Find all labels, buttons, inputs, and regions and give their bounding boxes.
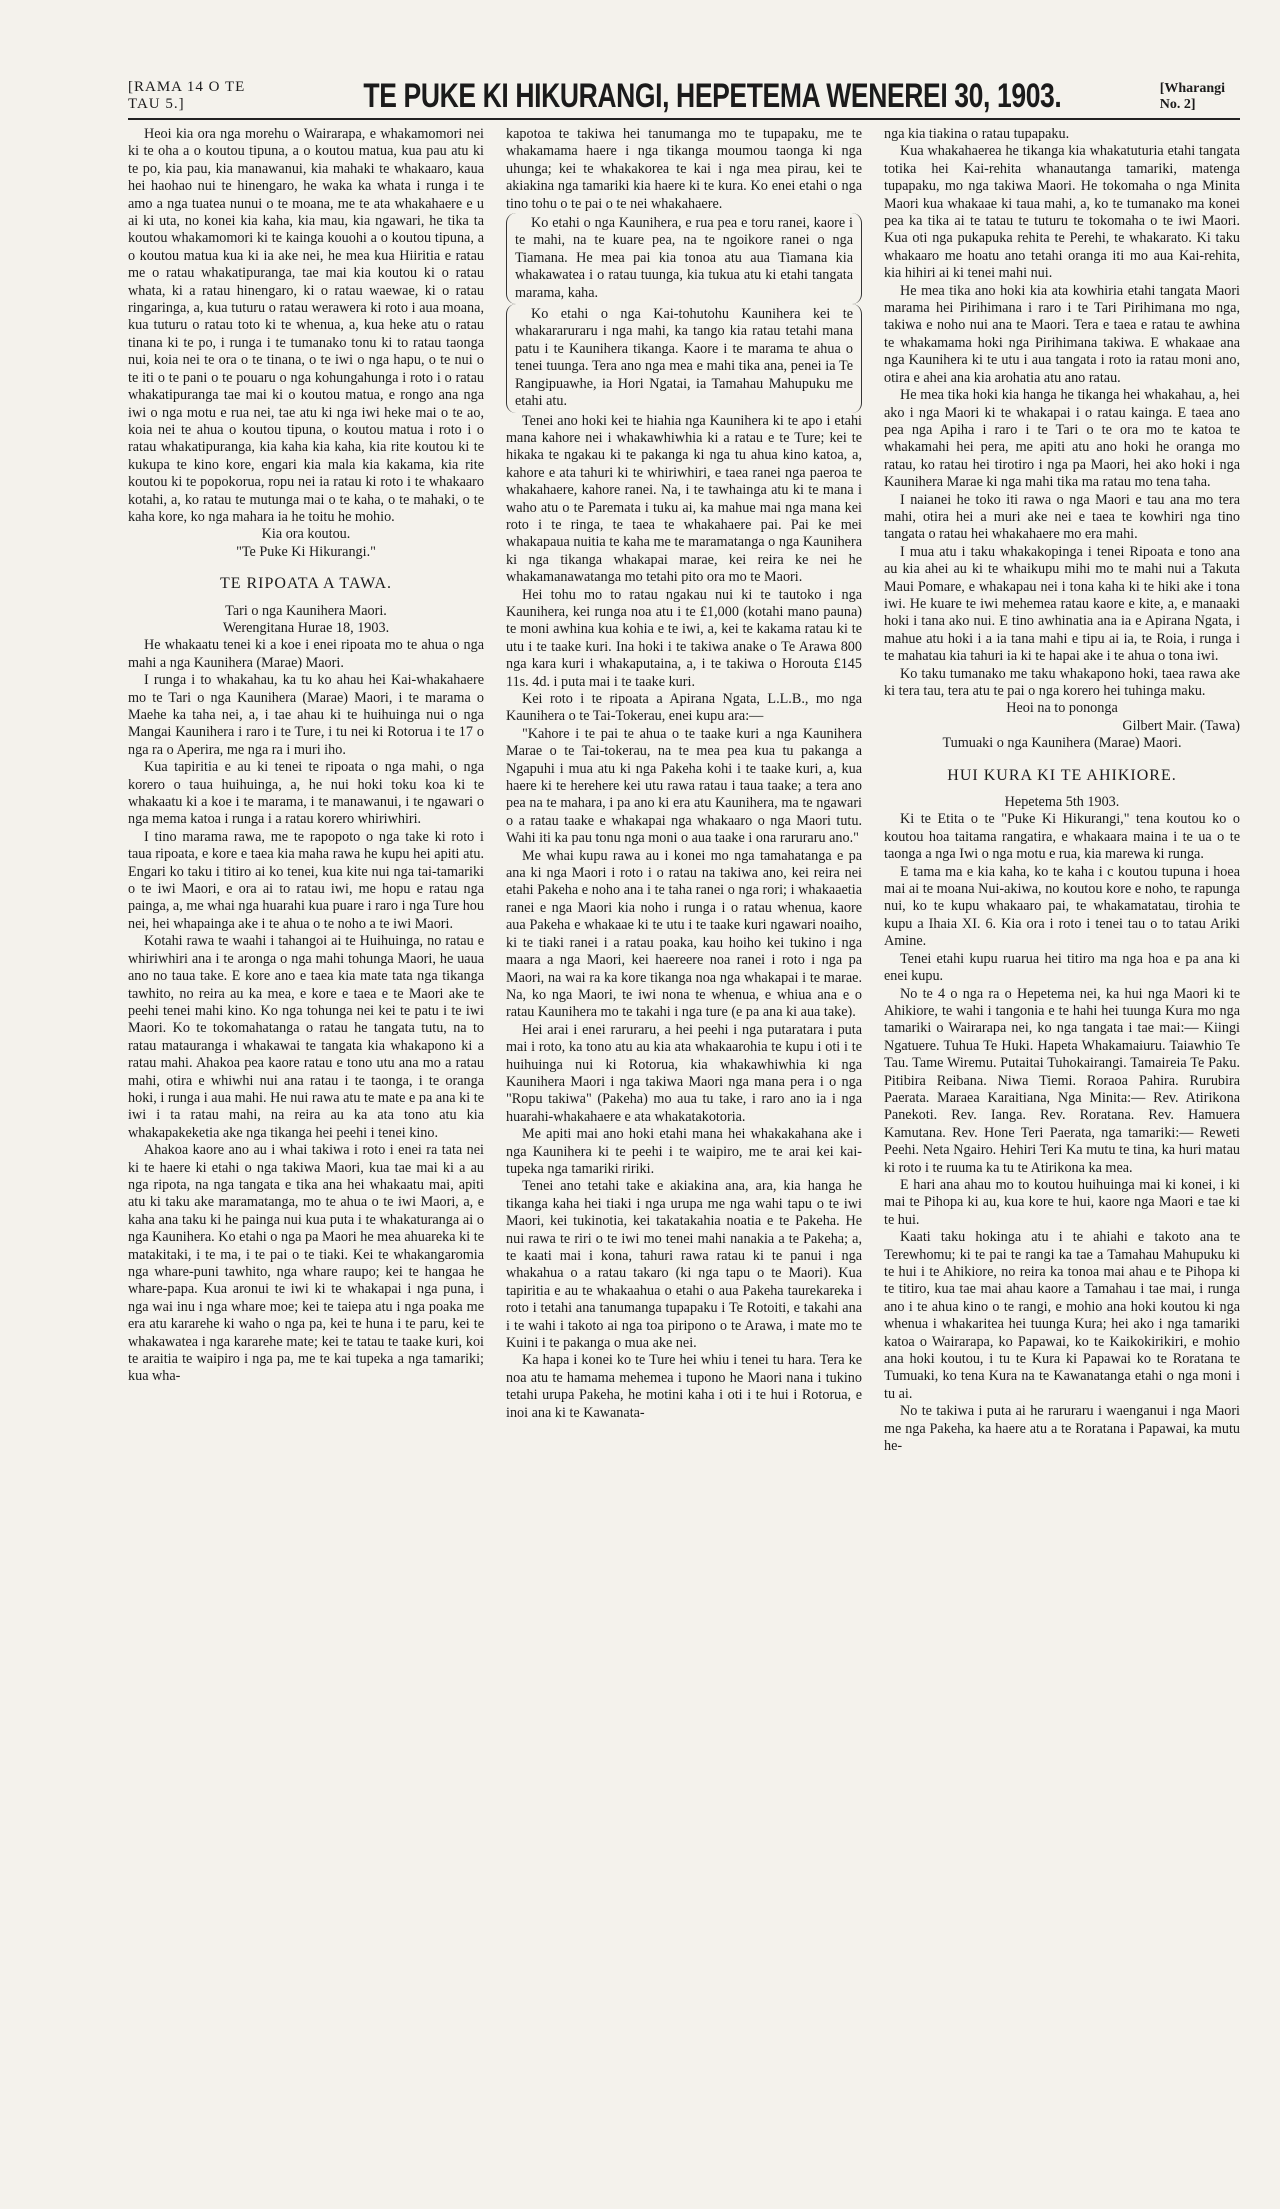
newspaper-title-date: TE PUKE KI HIKURANGI, HEPETEMA WENEREI 30, 1903. — [363, 77, 1062, 115]
paragraph: Me apiti mai ano hoki etahi mana hei whakakahana ake i nga Kaunihera ki te peehi i te waipiro, me te arai kei kai-tupeka nga tamariki ririki. — [506, 1126, 862, 1177]
paragraph: Kotahi rawa te waahi i tahangoi ai te Huihuinga, no ratau e whiriwhiri ana i te aronga o nga mahi tohunga Maori, he uaua ano no taua take. E kore ano e taea kia mate tata nga tikanga tawhito, no reira au ka mea, e kore e taea e te Maori ake te peehi tenei mahi kino. Ko nga tohunga nei kei te patu i te iwi Maori. Ko te tokomahatanga o ratau he tangata tutu, na to ratau matauranga i whakawai te tangata kia whakapono ki a ratau mahi. Ahakoa pea kaore ratau e tono utu ana mo a ratau mahi, otira e whiwhi nui ana ratau i te taonga, i te oranga hoki, i runga i aua mahi. He nui rawa atu te mate e pa ana ki te iwi i ta ratau mahi, na reira au ka ata tono atu kia whakapakeketia ake nga tikanga hei peehi i tenei kino. — [128, 933, 484, 1141]
paragraph: Tenei etahi kupu ruarua hei titiro ma nga hoa e pa ana ki enei kupu. — [884, 950, 1240, 985]
bracketed-paragraph: Ko etahi o nga Kai-tohutohu Kaunihera kei te whakararuraru i nga mahi, ka tango kia ratau tetahi mana patu i te Kaunihera tikanga. Kaore i te marama te ahua o tenei tuunga. Tera ano nga mea e mahi tika ana, penei ia Te Rangipuawhe, ia Hori Ngatai, ia Tamahau Mahupuku me etahi atu. — [506, 304, 862, 412]
article-columns — [128, 126, 1240, 2196]
paragraph: Hei arai i enei raruraru, a hei peehi i nga putaratara i puta mai i roto, ka tono atu au kia ata whakaarohia te kupu i oti i te huihuinga nui ki Rotorua, kia whakawhiwhia ki nga Kaunihera Maori i nga takiwa Maori nga mana pera i o nga "Ropu takiwa" (Pakeha) mo aua tu take, i raro ano ia i nga huarahi-whakahaere e ata whakatakotoria. — [506, 1021, 862, 1125]
paragraph: No te 4 o nga ra o Hepetema nei, ka hui nga Maori ki te Ahikiore, te wahi i tangonia e te hahi hei tuunga Kura mo nga tamariki o Wairarapa nei, ko nga tangata i tae mai:— Kiingi Ngatuere. Tuhua Te Huki. Hapeta Whakamaiuru. Taiawhio Te Tau. Tame Wiremu. Putaitai Tuhokairangi. Tamaireia Te Paku. Pitibira Reibana. Niwa Tiemi. Roraoa Pahira. Rurubira Paerata. Maraea Karaitiana, Nga Minita:— Rev. Atirikona Panekoti. Rev. Ianga. Rev. Roratana. Rev. Hamuera Kamutana. Rev. Hone Teri Paerata, nga tamariki:— Reweti Peehi. Neta Ngairo. Hehiri Teri Ka mutu te tina, ka huri matau ki roto i te ruuma ka tu te Atirikona ka mea. — [884, 985, 1240, 1176]
signatory-name: Gilbert Mair. (Tawa) — [1122, 717, 1240, 734]
dateline-date: Werengitana Hurae 18, 1903. — [222, 619, 390, 636]
paragraph: I runga i to whakahau, ka tu ko ahau hei Kai-whakahaere mo te Tari o nga Kaunihera (Marae) Maori, i te marama o Maehe ka taha nei, a, i tae ahau ki te huihuinga nui o nga Mangai Kaunihera i raro i te Ture, i tu nei ki Rotorua i te 17 o nga ra o Aperira, me nga ra i muri iho. — [128, 672, 484, 758]
paragraph: Me whai kupu rawa au i konei mo nga tamahatanga e pa ana ki nga Maori i roto i o ratau na takiwa ano, kei reira nei etahi Pakeha e noho ana i te taha ranei o nga rori; i whakaaetia ranei e nga Maori kia noho i runga i o ratau whenua, kaore aua Pakeha e whakaae ki te utu i te taake kuri ngawari noaiho, ki te tiaki ranei i a ratau poaka, kau hoiho kei tukino i nga maara a nga Maori, kei haereere noa ranei i roto i nga pa Maori, na wai ra ka kore tikanga noa nga whakapai i te marae. Na, ko nga Maori, te iwi nona te whenua, e whiua ana e o ratau Kaunihera mo te takahi i nga ture (e pa ana ki aua take). — [506, 847, 862, 1021]
paragraph: I tino marama rawa, me te rapopoto o nga take ki roto i taua ripoata, e kore e taea kia maha rawa he kupu hei apiti atu. Engari ko taku i titiro ai ko tenei, kua kite nui nga tai-tamariki o te iwi Maori, e ora ai to ratau iwi, me hopu e ratau nga painga, a, me whai nga huarahi kua puare i raro i nga Ture hou nei, hei whapainga ake i te ahua o te noho a te iwi Maori. — [128, 828, 484, 932]
paragraph: He mea tika ano hoki kia ata kowhiria etahi tangata Maori marama hei Pirihimana i raro i te Tari Pirihimana mo nga, takiwa e noho nui ana te Maori. Tera e taea e ratau te awhina te whakamama hoki nga Pirihimana takiwa. E whakaae ana nga Kaunihera ki te utu i aua tangata i roto ia ratau moni ano, otira e ahei ana kia arohatia atu ano ratau. — [884, 282, 1240, 386]
paragraph: kapotoa te takiwa hei tanumanga mo te tupapaku, me te whakamama haere i nga tikanga moumou taonga ki nga uhunga; kei te whakakorea te kai i nga mea pirau, kei te akiakina nga tamariki kia haere ki te kura. Ko enei etahi o nga tino tohu o te pai o te nei whakahaere. — [506, 126, 862, 212]
column-2 — [506, 126, 862, 2196]
paragraph: Ka hapa i konei ko te Ture hei whiu i tenei tu hara. Tera ke noa atu te hamama mehemea i tupono he Maori nana i tukino tetahi urupa Pakeha, he motini kaha i oti i te hui i Rotorua, e inoi ana ki te Kawanata- — [506, 1352, 862, 1421]
paragraph: He whakaatu tenei ki a koe i enei ripoata mo te ahua o nga mahi a nga Kaunihera (Marae) Maori. — [128, 637, 484, 671]
paragraph: I mua atu i taku whakakopinga i tenei Ripoata e tono ana au kia ahei au ki te whaikupu mihi mo te mahi nui a Takuta Maui Pomare, e whakapau nei i tona kaha ki te hiki ake i tona iwi. He kuare te iwi mehemea ratau kaore e kite, a, e manaaki hoki i tana ako nui. E tino awhinatia ana ia e Apirana Ngata, i mahue atu hoki i a ia tana mahi e tipu ai ia, te Roia, i runga i te mahatau kia tahuri ia ki te hapai ake i te ahua o tona iwi. — [884, 543, 1240, 665]
paragraph: Kua whakahaerea he tikanga kia whakatuturia etahi tangata totika hei Kai-rehita whanautanga tamariki, matenga tupapaku, mo nga takiwa Maori. He tokomaha o nga Minita Maori kua whakaae ki taua mahi, a, ko te tumanako ma konei pea ka tika ai te tatau te tuturu te tokomaha o te iwi Maori. Kua oti nga pukapuka rehita te Perehi, te whakarato. Ki taku whakaaro me hoatu ano tetahi oranga iti mo aua Kai-rehita, kia hihiri ai ki tenei mahi nui. — [884, 143, 1240, 282]
paragraph: Kaati taku hokinga atu i te ahiahi e takoto ana te Terewhomu; ki te pai te rangi ka tae a Tamahau Mahupuku ki te hui i te Ahikiore, no reira ka tonoa mai ahau e te Pihopa ki te titiro, kua tae mai ahau kaore a Tamahau i tae mai, i runga ano i te ahua kino o te rangi, e mohio ana hoki koutou ki nga whenua i whakaritea hei tuunga Kura; hei ako i nga tamariki katoa o Wairarapa, ko Papawai, ko te Kaikokirikiri, e mohio ana hoki koutou, i tu te Kura ki Papawai ko te Roratana te Tumuaki, ko tena Kura na te Kawanatanga etahi o nga moni i tu ai. — [884, 1229, 1240, 1402]
dateline-office: Tari o nga Kaunihera Maori. — [225, 602, 387, 619]
section-heading-hui-kura: HUI KURA KI TE AHIKIORE. — [947, 766, 1177, 784]
issue-number: [RAMA 14 O TE TAU 5.] — [128, 79, 246, 112]
paragraph: Tenei ano hoki kei te hiahia nga Kaunihera ki te apo i etahi mana kahore nei i whakawhiwhia ki a ratau e te Ture; kei te hikaka te ngakau ki te pakanga ki nga tu ahua kino katoa, a, kahore e ata tahuri ki te whiriwhiri, e taea ranei nga paeroa te whakahaere, kahore ranei. Na, i te tawhainga atu ki te mana i waho atu o te Paremata i tuku ai, ka mahue mai nga mana kei roto i te ringa, te taea te whakahaere pai. Pai ke mei whakapaua nuitia te kaha me te maramatanga o nga Kaunihera ki nga tikanga whakapai marae, kei reira ke nei he whakamanawatanga mo tetahi pito ora mo te Maori. — [506, 412, 862, 586]
paragraph: Hei tohu mo to ratau ngakau nui ki te tautoko i nga Kaunihera, kei runga noa atu i te £1,000 (kotahi mano pauna) te moni awhina kua kohia e te iwi, a, kei te kakama ratau ki te utu i te taake kuri. Ina hoki i te takiwa anake o Te Arawa 800 nga kara kuri i whakaputaina, a, i te takiwa o Horouta £145 11s. 4d. i puta mai i te taake kuri. — [506, 586, 862, 690]
paragraph: Ki te Etita o te "Puke Ki Hikurangi," tena koutou ko o koutou hoa taitama rangatira, e whakaara maina i te ua o te taonga a nga Iwi o nga motu e rua, kia marewa ki runga. — [884, 811, 1240, 863]
column-1 — [128, 126, 484, 2196]
paragraph: Ahakoa kaore ano au i whai takiwa i roto i enei ra tata nei ki te haere ki etahi o nga takiwa Maori, kua tae mai ki a au nga ripota, na nga tangata e tika ana hei whakaatu mai, apiti atu ki taku ake maramatanga, mo te ahua o te iwi Maori, a, e kaha ana taku ki he painga nui kua puta i te whakaturanga ai o nga Kaunihera. Ko etahi o nga pa Maori he mea ahuareka ki te matakitaki, i te ma, i te pai o te tiaki. Kei te whakangaromia nga whare-puni tawhito, nga whare raupo; kei te hangaa he whare-papa. Kua aronui te iwi ki te whakapai i nga puna, i nga wai inu i nga whare moe; kei te taiepa atu i nga poaka me era atu kararehe ki waho o nga pa, kei te huna i te paru, kei te whakawatea i nga kararehe mate; kei te tatau te taake kuri, koi te araitia te waipiro i nga pa, me te kai tupeka a nga tamariki; kua wha- — [128, 1142, 484, 1385]
paragraph: I naianei he toko iti rawa o nga Maori e tau ana mo tera mahi, otira hei a muri ake nei e taea te kowhiri nga tino tangata o ratau hei whakahaere mo era mahi. — [884, 491, 1240, 543]
sign-off: Kia ora koutou. — [261, 526, 351, 543]
dateline-date: Hepetema 5th 1903. — [1004, 794, 1120, 811]
paragraph: nga kia tiakina o ratau tupapaku. — [884, 126, 1070, 142]
paragraph: Ko taku tumanako me taku whakapono hoki, taea rawa ake ki tera tau, tera atu te pai o nga korero hei tuhinga maku. — [884, 665, 1240, 699]
quotation: "Kahore i te pai te ahua o te taake kuri a nga Kaunihera Marae o te Tai-tokerau, na te mea pea kua tu pakanga a Ngapuhi i mua atu ki nga Pakeha kohi i te taake kuri, a, kua haere ki te herehere kei utu rawa ratau i taua taake; a tera ano pea na te mahara, i pa ano ki era atu Kaunihera, ma te ngawari o a ratau taake e whakapai nga whakaaro o nga Maori tutu. Wahi iti ka pau tonu nga moni o aua taake i ona raruraru ano." — [506, 725, 862, 847]
page-number: [Wharangi No. 2] — [1159, 81, 1226, 112]
paragraph: Tenei ano tetahi take e akiakina ana, ara, kia hanga he tikanga kaha hei tiaki i nga urupa me nga wahi tapu o te iwi Maori, kei tukinotia, kei takatakahia noatia e te Pakeha. He nui rawa te riri o te iwi mo tenei mahi nanakia a te Pakeha; a, te kaati mai i kona, tahuri rawa ratau ki te panui i nga whakahua o a ratau takaro (ki nga tapu o te Maori). Kua tapiritia e au te whakaahua o etahi o aua Pakeha taurekareka i roto i tetahi ana tanumanga tupapaku i Te Rotoiti, e takahi ana i te wahi i takoto ai nga toa piripono o te Arawa, i mate mo te Kuini i te pakanga o mua ake nei. — [506, 1178, 862, 1352]
paragraph: E hari ana ahau mo to koutou huihuinga mai ki konei, i ki mai te Pihopa ki au, kua kore te hui, kaore nga Maori e tae ki te hui. — [884, 1176, 1240, 1228]
signatory-title: Tumuaki o nga Kaunihera (Marae) Maori. — [942, 735, 1182, 752]
closing-line: Heoi na to pononga — [1006, 700, 1118, 717]
paragraph: E tama ma e kia kaha, ko te kaha i c koutou tupuna i hoea mai ai te moana Nui-akiwa, no koutou kore e noho, te rapunga nui, ko te kupu whakaaro pai, te whakamatatau, tirohia te kupu a Ihaia XI. 6. Kia ora i roto i tenei tau o to tatau Ariki Amine. — [884, 863, 1240, 950]
paragraph: He mea tika hoki kia hanga he tikanga hei whakahau, a, hei ako i nga Maori ki te whakapai i o ratau kainga. E taea ano pea nga Apiha i raro i te Tari o te ora mo te katoa te whakamahi hei pera, me apiti atu ano hoki he oranga mo ratau, ko ratau hei tirotiro i nga pa Maori, hei ako hoki i nga Kaunihera Marae ki nga mahi tika ma ratau mo tena taha. — [884, 387, 1240, 491]
section-heading-tawa: TE RIPOATA A TAWA. — [219, 575, 393, 593]
paragraph: No te takiwa i puta ai he raruraru i waenganui i nga Maori me nga Pakeha, ka haere atu a te Roratana i Papawai, ka mutu he- — [884, 1403, 1240, 1455]
signature: "Te Puke Ki Hikurangi." — [236, 543, 376, 560]
paragraph: Heoi kia ora nga morehu o Wairarapa, e whakamomori nei ki te oha a o koutou tipuna, a o koutou matua, kua pau atu ki te po, kia pau, kia manawanui, kia mahaki te whakaaro, kaua hei haohao nui te hinengaro, he waka ka whata i runga i te amo a nga tuatea nunui o te moana, me te ata whakahaere e u ai ki uta, no konei kia kaha, kia mau, kia ngawari, he tika ta koutou whakamomori ki te kainga kouohi a o koutou tipuna, a o koutou matua kua ki ia ake nei, he mea kua Hiiritia e ratau me o ratau whakatipuranga, tae mai kia koutou ki o ratau whata, ki a ratau hinengaro, ki o ratau waewae, ki o ratau ringaringa, a, kua tuturu o ratau werawera ki roto i aua moana, kua tuturu o ratau toto ki te whenua, a, kua heke atu o ratau tinana ki te po, i runga i te tumanako tonu ki to ratau taonga nui, koia nei te ora o te tinana, o te iwi o nga hapu, o te nui o te iti o te pani o te pouaru o nga kohungahunga i roto i o ratau whakatipuranga tae mai ki o koutou matua, e rongo ana nga iwi o nga motu e rua nei, tae atu ki nga iwi heke mai o te ao, koia nei te ahua o koutou tipuna, o koutou matua i roto i o ratau whakatipuranga, kia kaha kia kaha, kia rite koutou ki te kukupa te kino kore, engari kia mala kia kakama, kia rite koutou ki te popokorua, ropu nei ia ratau ki roto i te whakaaro kotahi, a, ko ratau te mutunga mai o te kaha, o te mahaki, o te kaha kore, ko nga mahara ia he toitu he mohio. — [128, 126, 484, 525]
column-3 — [884, 126, 1240, 2196]
paragraph: Kua tapiritia e au ki tenei te ripoata o nga mahi, o nga korero o taua huihuinga, a, he nui hoki toku koa ki te whakaatu ki a koe i te marama, i te manawanui, i te ngawari o nga mema katoa i runga i a ratau korero whiriwhiri. — [128, 759, 484, 828]
masthead — [128, 76, 1240, 120]
bracketed-paragraph: Ko etahi o nga Kaunihera, e rua pea e toru ranei, kaore i te mahi, na te kuare pea, na te ngoikore ranei o nga Tiamana. He mea pai kia tonoa atu aua Tiamana kia whakawatea i o ratau tuunga, kia tukua atu ki etahi tangata marama, kaha. — [506, 213, 862, 304]
paragraph: Kei roto i te ripoata a Apirana Ngata, L.L.B., mo nga Kaunihera o te Tai-Tokerau, enei kupu ara:— — [506, 691, 862, 725]
